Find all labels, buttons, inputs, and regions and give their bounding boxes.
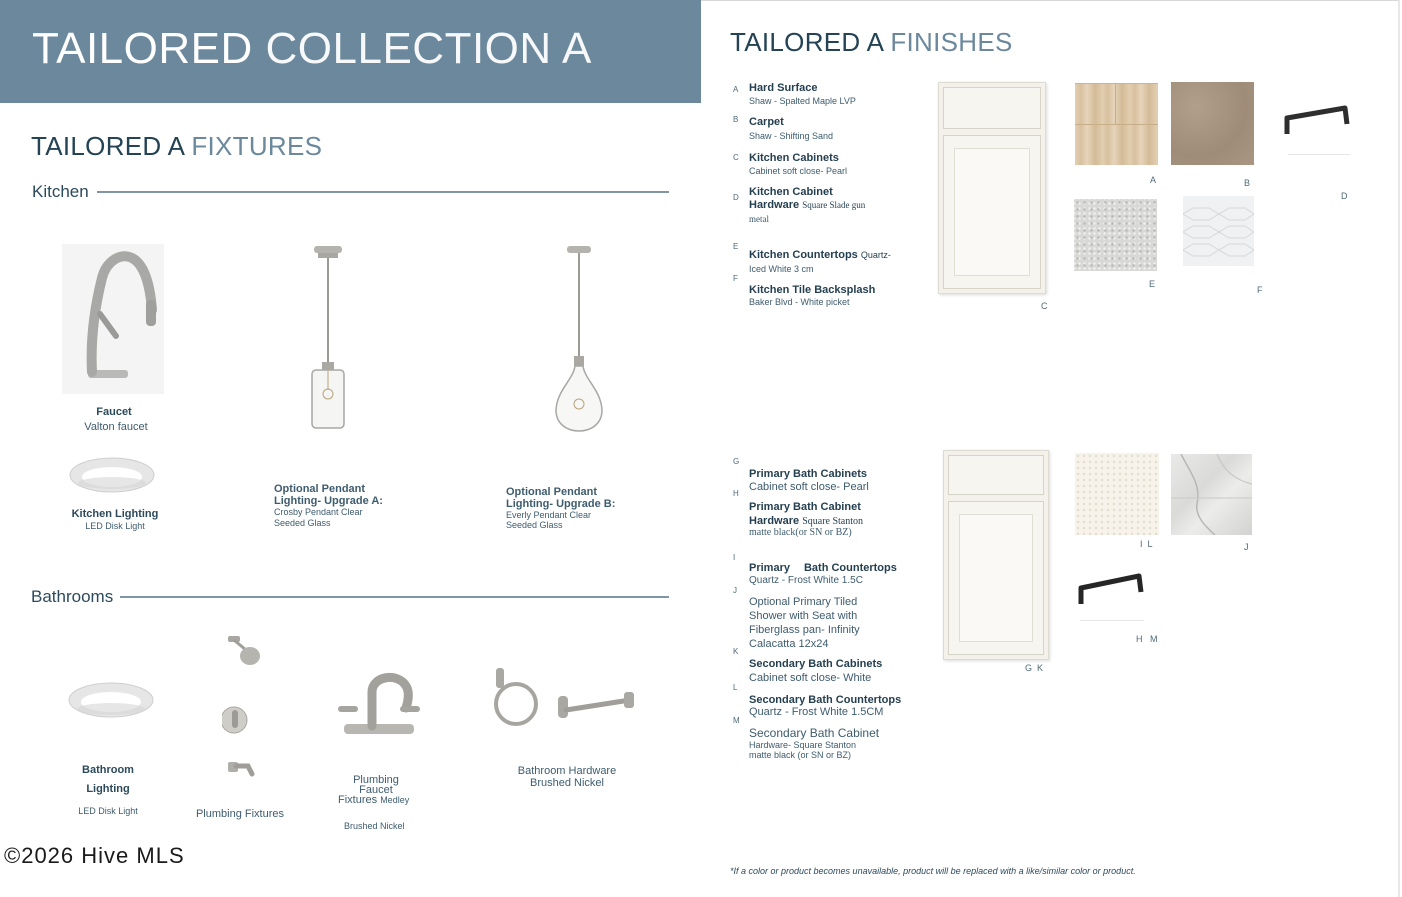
- pendant-a-image: [306, 244, 350, 430]
- page-title-light: COLLECTION A: [265, 24, 592, 73]
- finish-name-b: Carpet: [749, 116, 784, 128]
- finish-letter-l: L: [733, 683, 738, 692]
- cabinet-pull-icon: [1283, 100, 1351, 140]
- finish-name-e-row: [749, 249, 891, 261]
- finish-j-line1: Optional Primary Tiled: [749, 596, 858, 608]
- fixtures-title: [31, 131, 322, 162]
- bath-faucet-fixtures-text: Fixtures: [338, 794, 378, 806]
- finish-inline-d: Square Slade gun: [802, 200, 866, 210]
- finish-sub-c: Cabinet soft close- Pearl: [749, 166, 848, 176]
- finish-sub-m-1: Hardware- Square Stanton: [749, 740, 857, 750]
- finish-sub-d: metal: [749, 214, 769, 224]
- pendant-a-line3: Crosby Pendant Clear: [274, 507, 363, 517]
- finish-name-d-2: [749, 199, 865, 211]
- finish-name-m: Secondary Bath Cabinet: [749, 726, 880, 740]
- faucet-name: Valton faucet: [84, 421, 148, 433]
- disk-light-icon: [68, 455, 156, 493]
- finish-j-line3: Fiberglass pan- Infinity: [749, 624, 860, 636]
- finish-letter-k: K: [733, 647, 739, 656]
- finish-sub-k: Cabinet soft close- White: [749, 672, 872, 684]
- finish-sub-i: Quartz - Frost White 1.5C: [749, 575, 863, 586]
- finish-inline-e: Quartz-: [860, 250, 891, 260]
- kitchen-group-label: Kitchen: [32, 182, 89, 201]
- finishes-title-bold: TAILORED A: [730, 27, 883, 57]
- door-front: [943, 135, 1041, 289]
- pendant-a-caption: [274, 483, 383, 529]
- kitchen-hardware-swatch: [1283, 100, 1351, 140]
- swatch-letter-il: I L: [1140, 539, 1153, 549]
- finish-letter-b: B: [733, 115, 739, 124]
- bath-countertop-swatch: [1075, 453, 1159, 535]
- pendant-b-image: [553, 244, 605, 434]
- swatch-letter-j: J: [1244, 542, 1249, 552]
- bath-hardware-image: [490, 664, 640, 740]
- finish-name-f: Kitchen Tile Backsplash: [749, 284, 876, 296]
- door-front: [948, 501, 1044, 655]
- swatch-letter-gk: G K: [1025, 663, 1044, 673]
- shower-set-icon: [222, 632, 268, 782]
- kitchen-divider: [97, 191, 669, 193]
- hard-surface-swatch: [1075, 83, 1158, 165]
- watermark: ©2026 Hive MLS: [4, 843, 185, 868]
- drawer-front: [948, 455, 1044, 495]
- finish-name-d: Kitchen Cabinet: [749, 186, 833, 198]
- swatch-letter-b: B: [1244, 178, 1251, 188]
- cabinet-pull-icon: [1076, 568, 1146, 608]
- plumbing-fixtures-label: Plumbing Fixtures: [195, 808, 285, 820]
- faucet-icon: [336, 668, 422, 742]
- carpet-swatch: [1171, 82, 1254, 165]
- kitchen-disk-light-image: [68, 455, 156, 493]
- finish-name-a: Hard Surface: [749, 82, 818, 94]
- finish-letter-m: M: [733, 716, 740, 725]
- bath-lighting-name: LED Disk Light: [78, 806, 138, 816]
- pendant-b-line4: Seeded Glass: [506, 520, 563, 530]
- bath-faucet-line3: [338, 794, 409, 806]
- bath-hardware-swatch: [1076, 568, 1146, 608]
- finish-letter-g: G: [733, 457, 740, 466]
- bathrooms-divider: [120, 596, 669, 598]
- finish-letter-i: I: [733, 553, 736, 562]
- finish-name-i-row: [749, 562, 897, 574]
- finish-name-c: Kitchen Cabinets: [749, 152, 839, 164]
- plumbing-fixtures-image: [222, 632, 268, 782]
- finish-name-g: Primary Bath Cabinets: [749, 468, 867, 480]
- finish-j-line4: Calacatta 12x24: [749, 638, 829, 650]
- kitchen-finishes-list: [733, 82, 923, 312]
- bath-lighting-title-2: Lighting: [86, 783, 130, 795]
- kitchen-lighting-name: LED Disk Light: [85, 521, 145, 531]
- finish-letter-c: C: [733, 153, 739, 162]
- bath-faucet-image: [336, 668, 422, 742]
- pendant-b-caption: [506, 486, 615, 530]
- hardware-shadow-line: [1288, 154, 1350, 155]
- finish-sub-l: Quartz - Frost White 1.5CM: [749, 706, 884, 718]
- disk-light-icon: [67, 680, 155, 720]
- footnote: *If a color or product becomes unavailable, product will be replaced with a like/similar color or product.: [730, 866, 1136, 876]
- top-border: [701, 0, 1398, 1]
- faucet-title: Faucet: [96, 406, 132, 418]
- finish-letter-j: J: [733, 586, 737, 595]
- finish-j-line2: Shower with Seat with: [749, 610, 858, 622]
- pendant-b-line3: Everly Pendant Clear: [506, 510, 592, 520]
- right-border: [1398, 0, 1400, 897]
- bath-faucet-line2: Faucet: [359, 784, 393, 796]
- finish-name-i-b: Bath Countertops: [803, 562, 897, 574]
- finish-sub-a: Shaw - Spalted Maple LVP: [749, 96, 856, 106]
- faucet-icon: [62, 244, 164, 394]
- pendant-b-line1: Optional Pendant: [506, 486, 598, 498]
- pendant-b-icon: [553, 244, 605, 434]
- kitchen-lighting-title: Kitchen Lighting: [71, 508, 159, 520]
- finish-name-k: Secondary Bath Cabinets: [749, 658, 883, 670]
- finish-name-h-hardware: Hardware: [749, 515, 800, 527]
- finish-letter-e: E: [733, 242, 739, 251]
- swatch-letter-a: A: [1150, 175, 1157, 185]
- pendant-a-line1: Optional Pendant: [274, 483, 366, 495]
- picket-tile-pattern: [1183, 196, 1254, 266]
- bath-faucet-finish: Brushed Nickel: [344, 821, 405, 831]
- bathrooms-group-label: Bathrooms: [31, 587, 114, 606]
- fixtures-title-bold: TAILORED A: [31, 131, 184, 161]
- finish-sub-f: Baker Blvd - White picket: [749, 297, 850, 307]
- pendant-a-icon: [306, 244, 350, 430]
- bath-faucet-line1: Plumbing: [353, 774, 399, 786]
- finishes-title-accent: FINISHES: [890, 27, 1013, 57]
- bath-disk-light-image: [67, 680, 155, 720]
- finish-letter-h: H: [733, 489, 739, 498]
- bath-cabinet-swatch: [943, 450, 1049, 660]
- door-panel: [959, 514, 1033, 642]
- kitchen-cabinet-swatch: [938, 82, 1046, 294]
- backsplash-swatch: [1183, 196, 1254, 266]
- towel-ring-bar-icon: [490, 664, 640, 740]
- finish-sub-g: Cabinet soft close- Pearl: [749, 481, 869, 493]
- hardware-shadow-line: [1080, 620, 1144, 621]
- page-title-bold: TAILORED: [32, 24, 253, 73]
- swatch-letter-f: F: [1257, 285, 1263, 295]
- drawer-front: [943, 87, 1041, 129]
- shower-tile-swatch: [1171, 454, 1252, 535]
- pendant-a-line2: Lighting- Upgrade A:: [274, 495, 383, 507]
- bath-hardware-finish: Brushed Nickel: [530, 777, 604, 789]
- finish-name-h: Primary Bath Cabinet: [749, 501, 861, 513]
- bath-faucet-model: Medley: [380, 795, 410, 805]
- pendant-b-line2: Lighting- Upgrade B:: [506, 498, 616, 510]
- finish-letter-d: D: [733, 193, 739, 202]
- swatch-letter-c: C: [1041, 301, 1048, 311]
- finish-name-d-hardware: Hardware: [749, 199, 800, 211]
- swatch-letter-e: E: [1149, 279, 1156, 289]
- finish-name-e: Kitchen Countertops: [749, 249, 858, 261]
- finish-name-l: Secondary Bath Countertops: [749, 694, 902, 706]
- marble-veining: [1171, 454, 1252, 535]
- finish-sub-m-2: matte black (or SN or BZ): [749, 750, 852, 760]
- swatch-letter-d: D: [1341, 191, 1348, 201]
- finishes-title: [730, 27, 1013, 58]
- swatch-letter-hm: H M: [1136, 634, 1158, 644]
- finish-name-h-row: [749, 515, 863, 527]
- finish-inline-h: Square Stanton: [802, 516, 864, 527]
- finish-name-i-a: Primary: [749, 562, 790, 574]
- bath-finishes-list: [733, 455, 933, 765]
- door-panel: [954, 148, 1030, 276]
- bath-lighting-title-1: Bathroom: [82, 764, 134, 776]
- kitchen-faucet-image: [62, 244, 164, 394]
- fixtures-title-accent: FIXTURES: [191, 131, 323, 161]
- finish-letter-a: A: [733, 85, 739, 94]
- pendant-a-line4: Seeded Glass: [274, 518, 331, 528]
- finish-sub-h: matte black(or SN or BZ): [749, 527, 852, 538]
- page-title: [32, 24, 592, 74]
- finish-sub-b: Shaw - Shifting Sand: [749, 131, 834, 141]
- finish-letter-f: F: [733, 274, 738, 283]
- bath-hardware-title: Bathroom Hardware: [517, 765, 617, 777]
- finish-sub-e: Iced White 3 cm: [749, 264, 814, 274]
- kitchen-countertop-swatch: [1074, 199, 1157, 271]
